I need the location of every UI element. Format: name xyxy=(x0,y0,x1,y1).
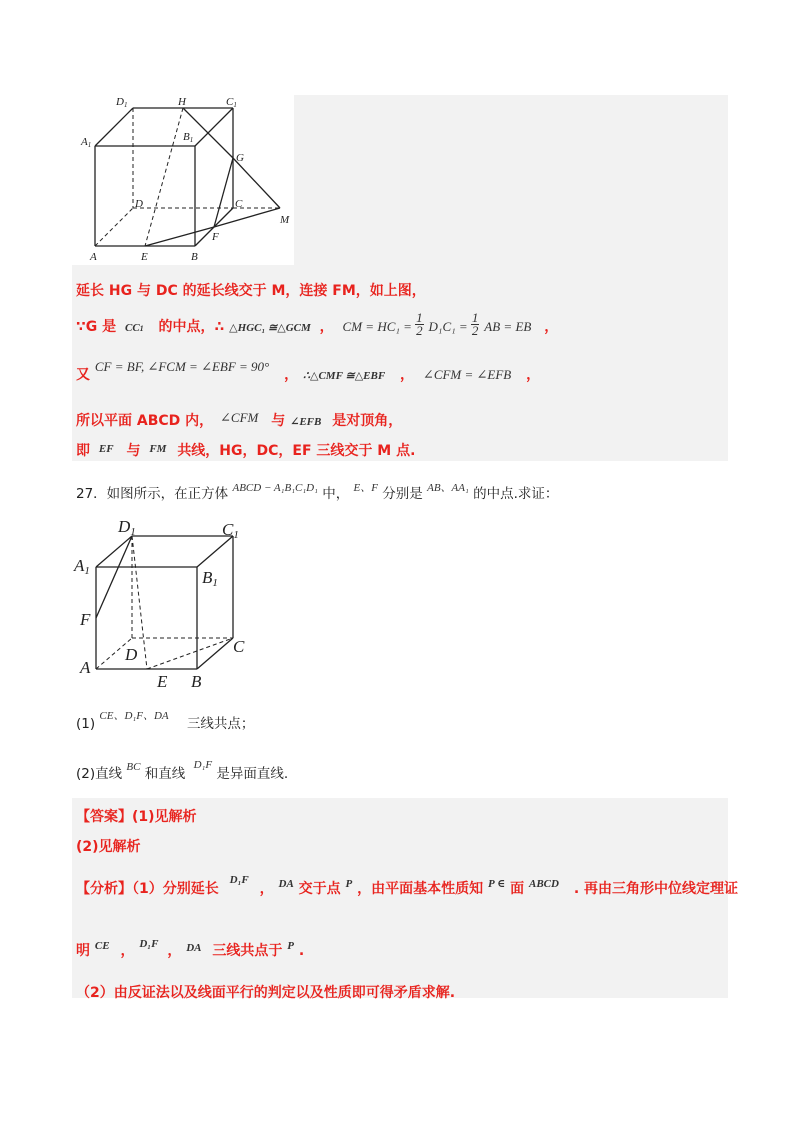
label2-D: D xyxy=(125,645,138,664)
label-C1: C1 xyxy=(226,96,237,109)
solution-line-2: ∵G 是 CC1 的中点，∴ △HGC₁ ≅△GCM ， CM = $HC_1 = \frac{1}{2} D_1C_1 = \frac{1}{2}$ AB = EB ， xyxy=(76,309,559,338)
solution-line-3: 又 CF = BF, ∠FCM = ∠EBF = 90° ， ∴△CMF ≅△EBF ， ∠CFM = ∠EFB ， xyxy=(76,359,541,383)
label2-C1: C1 xyxy=(222,520,239,541)
label-D1: D1 xyxy=(116,96,128,109)
question-2: (2)直线 $^{BC}$ 和直线 $^{D_1F}$ 是异面直线. xyxy=(76,759,289,782)
label-A1: A1 xyxy=(81,136,92,149)
label2-A: A xyxy=(80,658,91,677)
label-A: A xyxy=(90,251,97,263)
answer-shade xyxy=(72,798,728,998)
label-F: F xyxy=(212,231,219,243)
label-B1: B1 xyxy=(183,131,194,144)
solution-line-4: 所以平面 ABCD 内， ∠CFM 与 ∠EFB 是对顶角， xyxy=(76,410,403,429)
label-E: E xyxy=(141,251,148,263)
label2-F: F xyxy=(80,610,91,629)
label-H: H xyxy=(178,96,186,108)
cube-figure-2 xyxy=(72,515,262,695)
question-1: (1) $^{CE、D_1F、DA}$ 三线共点； xyxy=(76,710,255,732)
label-B: B xyxy=(191,251,198,263)
label-G: G xyxy=(236,152,244,164)
label-D: D xyxy=(135,198,143,210)
answer-line-2: (2)见解析 xyxy=(76,839,141,855)
solution-line-1: 延长 HG 与 DC 的延长线交于 M，连接 FM，如上图， xyxy=(76,283,426,299)
label2-E: E xyxy=(157,672,168,691)
label-C: C xyxy=(235,198,243,210)
figure-2-box xyxy=(72,515,262,695)
label-M: M xyxy=(280,214,290,226)
label2-B: B xyxy=(191,672,202,691)
cube-figure-1 xyxy=(72,95,294,265)
label2-D1: D1 xyxy=(118,517,136,538)
analysis-line-2: 明 $^{CE}$ ， $^{D_1F}$ ， $^{DA}$ 三线共点于 $^P$ . xyxy=(76,938,305,959)
problem-27-intro: 27．如图所示，在正方体 $^{ABCD - A_1B_1C_1D_1}$ 中， $^{E、F}$ 分别是 $^{AB、AA_1}$ 的中点.求证： xyxy=(76,482,559,502)
label2-A1: A1 xyxy=(74,556,90,577)
label2-B1: B1 xyxy=(202,568,218,589)
label2-C: C xyxy=(233,637,245,656)
answer-line-1: 【答案】(1)见解析 xyxy=(76,809,197,825)
analysis-line-1: 【分析】（1）分别延长 $^{D_1F}$ ， $^{DA}$ 交于点 $^P$ ，由平面基本性质知 $^{P \in}$ 面 $^{ABCD}$ . 再由三角形中位线定理证 xyxy=(76,874,739,897)
figure-1-box xyxy=(72,95,294,265)
analysis-line-3: （2）由反证法以及线面平行的判定以及性质即可得矛盾求解. xyxy=(76,985,456,1001)
solution-line-5: 即 $^{EF}$ 与 $^{FM}$ 共线，HG，DC，EF 三线交于 M 点. xyxy=(76,443,416,459)
